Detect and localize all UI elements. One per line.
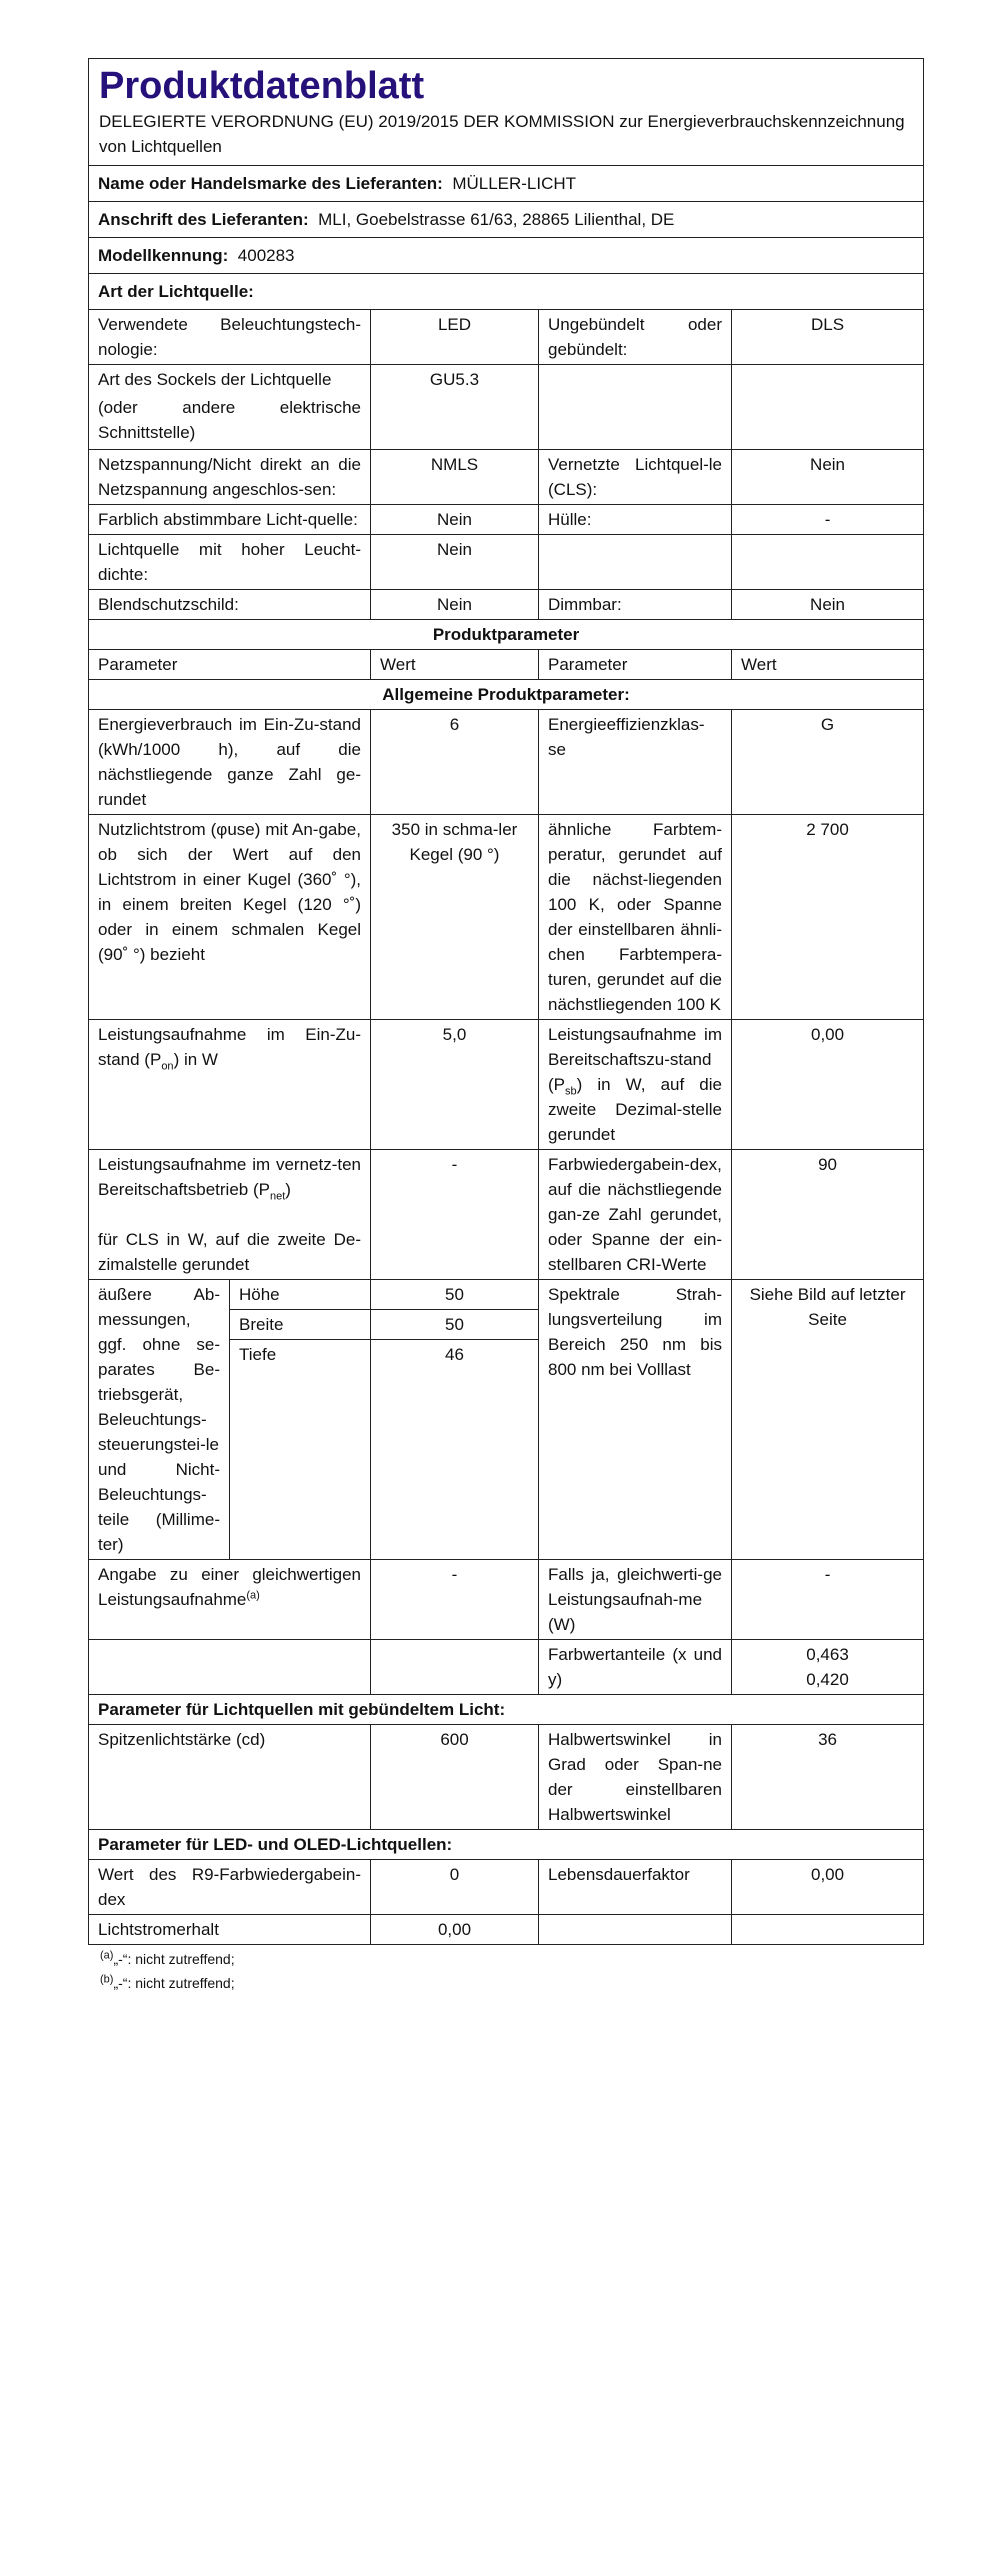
equivalent-power-if-value: - [732,1560,924,1640]
footnote-b-text: „-“: nicht zutreffend; [113,1975,235,1991]
power-on-label [89,1020,371,1150]
datasheet-table [88,58,924,1945]
equivalent-power-value: - [371,1560,539,1640]
width-label: Breite [230,1310,370,1340]
socket-label: Art des Sockels der Lichtquelle [98,370,332,389]
footnote-b [88,1971,923,1995]
color-tunable-label: Farblich abstimmbare Licht-quelle: [89,505,371,535]
footnote-a [88,1947,923,1971]
height-value: 50 [371,1280,538,1310]
spectral-value: Siehe Bild auf letzter Seite [732,1280,924,1560]
column-header-parameter: Parameter [89,650,371,680]
dimensions-values-cell [371,1280,539,1560]
equivalent-power-label [89,1560,371,1640]
footnote-a-mark: (a) [100,1949,114,1962]
glare-label: Blendschutzschild: [89,590,371,620]
peak-intensity-value: 600 [371,1725,539,1830]
energy-class-value: G [732,710,924,815]
standby-power-subscript: sb [565,1085,577,1098]
standby-power-value: 0,00 [732,1020,924,1150]
mains-value: NMLS [371,450,539,505]
lumen-maintenance-value: 0,00 [371,1915,539,1945]
tech-label: Verwendete Beleuchtungstech-nologie: [89,310,371,365]
socket-label-cell [89,365,371,450]
product-params-heading: Produktparameter [89,620,924,650]
equivalent-power-label-text: Angabe zu einer gleichwertigen Leistungsaufnahme [98,1565,361,1609]
width-value: 50 [371,1310,538,1340]
model-value: 400283 [237,246,295,265]
power-on-label-text: Leistungsaufnahme im Ein-Zu-stand (P [98,1025,361,1069]
tech-value: LED [371,310,539,365]
regulation-subtitle: DELEGIERTE VERORDNUNG (EU) 2019/2015 DER KOMMISSION zur Energieverbrauchskennzeichnung von Lichtquellen [99,112,905,156]
lumen-maintenance-label: Lichtstromerhalt [89,1915,371,1945]
model-label: Modellkennung: [98,246,229,265]
supplier-name-row [89,166,924,202]
height-label: Höhe [230,1280,370,1310]
r9-value: 0 [371,1860,539,1915]
empty-cell [732,365,924,450]
empty-cell [732,1915,924,1945]
model-row [89,238,924,274]
standby-power-label-text: Leistungsaufnahme im Bereitschaftszu-stand (P [548,1025,722,1094]
power-on-label-unit: ) in W [173,1050,218,1069]
footnote-b-mark: (b) [100,1973,114,1986]
depth-value: 46 [445,1345,464,1364]
luminous-flux-label: Nutzlichtstrom (φuse) mit An-gabe, ob sich der Wert auf den Lichtstrom in einer Kugel (360˚ °), in einem breiten Kegel (120 °˚) oder in einem schmalen Kegel (90˚ °) bezieht [89,815,371,1020]
column-header-value: Wert [371,650,539,680]
networked-standby-note: für CLS in W, auf die zweite De-zimalstelle gerundet [98,1230,361,1274]
peak-intensity-label: Spitzenlichtstärke (cd) [89,1725,371,1830]
general-params-heading: Allgemeine Produktparameter: [89,680,924,710]
supplier-address-label: Anschrift des Lieferanten: [98,210,309,229]
networked-standby-label-close: ) [285,1180,291,1199]
networked-standby-label-line [98,1152,361,1202]
energy-class-label: Energieeffizienzklas-se [539,710,732,815]
supplier-name-value: MÜLLER-LICHT [452,174,577,193]
dimensions-label: äußere Ab-messungen, ggf. ohne se-parates Be-triebsgerät, Beleuchtungs-steuerungstei-le und Nicht-Beleuchtungs-teile (Millime-ter) [89,1280,230,1560]
page-title: Produktdatenblatt [99,65,425,107]
socket-label-note: (oder andere elektrische Schnittstelle) [98,398,361,442]
survival-factor-value: 0,00 [732,1860,924,1915]
supplier-name-label: Name oder Handelsmarke des Lieferanten: [98,174,443,193]
standby-power-label-unit: ) in W, auf die zweite Dezimal-stelle gerundet [548,1075,722,1144]
dimmable-label: Dimmbar: [539,590,732,620]
depth-label: Tiefe [239,1345,277,1364]
networked-standby-label-text: Leistungsaufnahme im vernetz-ten Bereitschaftsbetrieb (P [98,1155,361,1199]
empty-cell [371,1640,539,1695]
focus-value: DLS [732,310,924,365]
supplier-address-value: MLI, Goebelstrasse 61/63, 28865 Lilienthal, DE [318,210,675,229]
power-on-value: 5,0 [371,1020,539,1150]
dimmable-value: Nein [732,590,924,620]
cri-label: Farbwiedergabein-dex, auf die nächstliegende gan-ze Zahl gerundet, oder Spanne der ein-stellbaren CRI-Werte [539,1150,732,1280]
directional-heading: Parameter für Lichtquellen mit gebündeltem Licht: [89,1695,924,1725]
supplier-address-row [89,202,924,238]
cct-label: ähnliche Farbtem-peratur, gerundet auf die nächst-liegenden 100 K, oder Spanne der einstellbaren ähnli-chen Farbtempera-turen, gerundet auf die nächstliegenden 100 K [539,815,732,1020]
product-data-sheet [88,58,923,1995]
mains-label: Netzspannung/Nicht direkt an die Netzspannung angeschlos-sen: [89,450,371,505]
empty-cell [732,535,924,590]
empty-cell [539,365,732,450]
glare-value: Nein [371,590,539,620]
led-heading: Parameter für LED- und OLED-Lichtquellen: [89,1830,924,1860]
envelope-value: - [732,505,924,535]
chromaticity-value [732,1640,924,1695]
networked-standby-value: - [371,1150,539,1280]
cct-value: 2 700 [732,815,924,1020]
column-header-value-2: Wert [732,650,924,680]
dimensions-names-cell [230,1280,371,1560]
envelope-label: Hülle: [539,505,732,535]
r9-label: Wert des R9-Farbwiedergabein-dex [89,1860,371,1915]
networked-standby-subscript: net [269,1190,286,1203]
chromaticity-x: 0,463 [806,1645,849,1664]
color-tunable-value: Nein [371,505,539,535]
column-header-parameter-2: Parameter [539,650,732,680]
networked-standby-label [89,1150,371,1280]
power-on-subscript: on [161,1060,174,1073]
footnote-a-text: „-“: nicht zutreffend; [113,1951,235,1967]
survival-factor-label: Lebensdauerfaktor [539,1860,732,1915]
chromaticity-label: Farbwertanteile (x und y) [539,1640,732,1695]
spectral-label: Spektrale Strah-lungsverteilung im Bereich 250 nm bis 800 nm bei Volllast [539,1280,732,1560]
energy-consumption-value: 6 [371,710,539,815]
beam-angle-label: Halbwertswinkel in Grad oder Span-ne der einstellbaren Halbwertswinkel [539,1725,732,1830]
header-cell [89,59,924,166]
energy-consumption-label: Energieverbrauch im Ein-Zu-stand (kWh/1000 h), auf die nächstliegende ganze Zahl ge-rundet [89,710,371,815]
cls-label: Vernetzte Lichtquel-le (CLS): [539,450,732,505]
high-luminance-value: Nein [371,535,539,590]
focus-label: Ungebündelt oder gebündelt: [539,310,732,365]
equivalent-power-if-label: Falls ja, gleichwerti-ge Leistungsaufnah-me (W) [539,1560,732,1640]
empty-cell [89,1640,371,1695]
chromaticity-y: 0,420 [806,1670,849,1689]
equivalent-power-footnote-mark: (a) [246,1589,260,1602]
socket-value: GU5.3 [371,365,539,450]
cls-value: Nein [732,450,924,505]
high-luminance-label: Lichtquelle mit hoher Leucht-dichte: [89,535,371,590]
light-source-heading: Art der Lichtquelle: [89,274,924,310]
standby-power-label [539,1020,732,1150]
luminous-flux-value: 350 in schma-ler Kegel (90 °) [371,815,539,1020]
beam-angle-value: 36 [732,1725,924,1830]
empty-cell [539,1915,732,1945]
cri-value: 90 [732,1150,924,1280]
empty-cell [539,535,732,590]
